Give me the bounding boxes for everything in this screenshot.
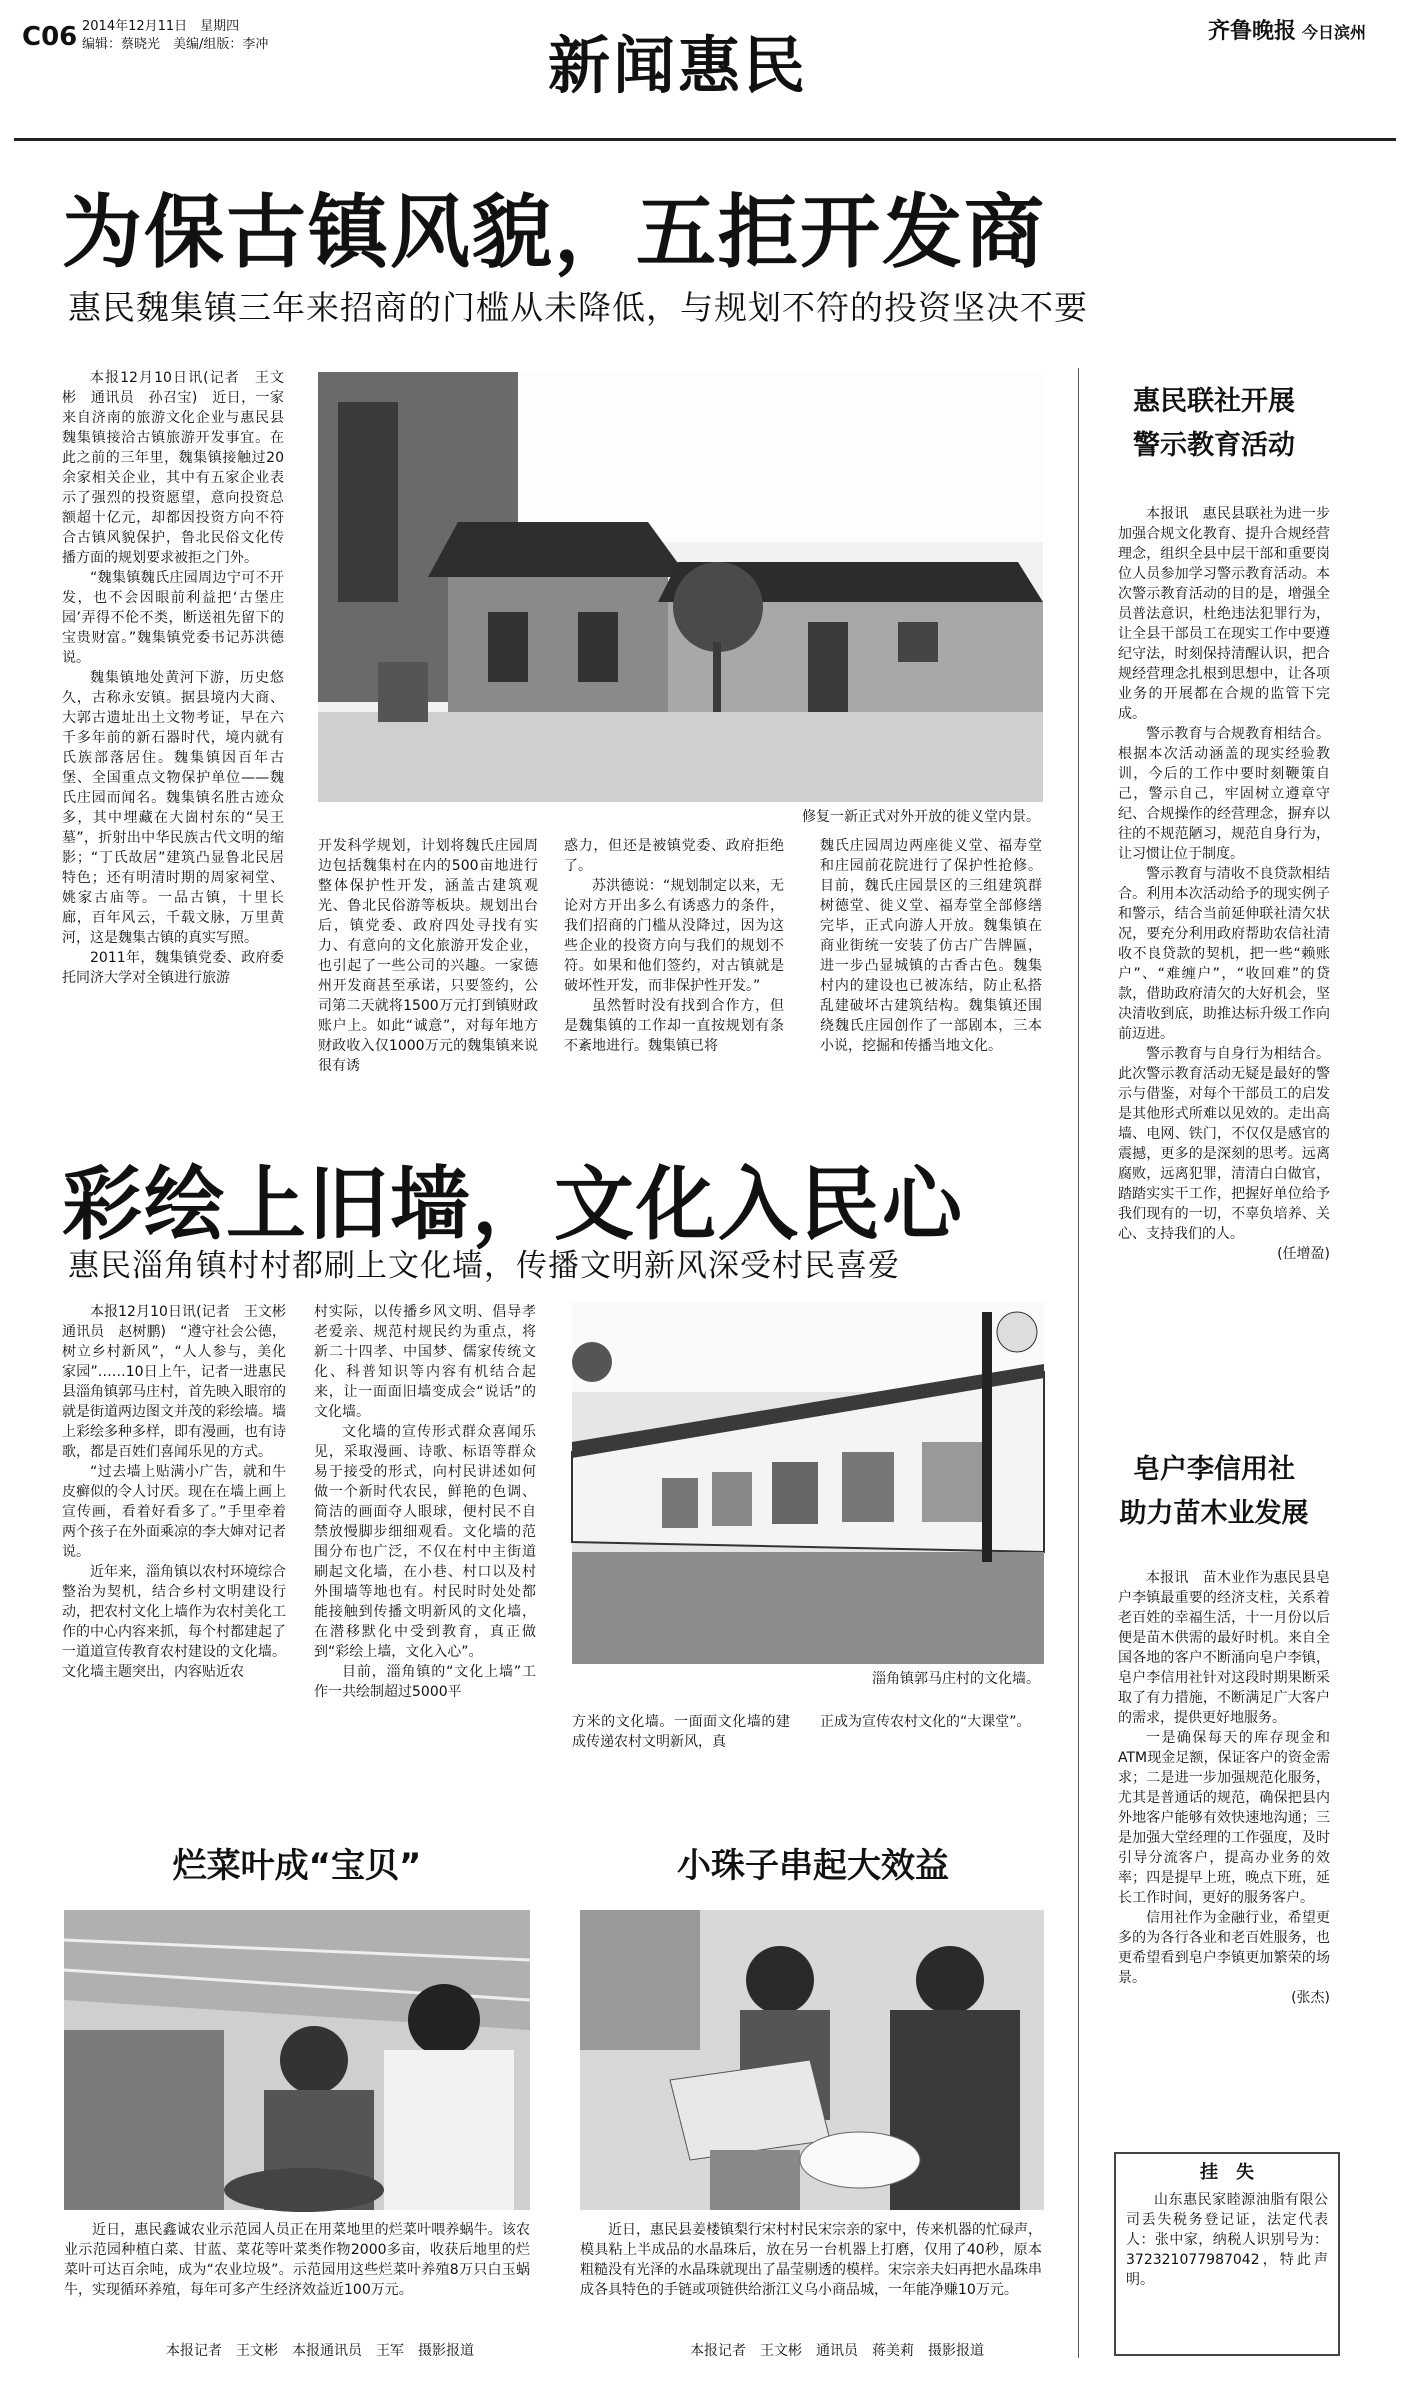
paragraph: 文化墙的宣传形式群众喜闻乐见，采取漫画、诗歌、标语等群众易于接受的形式，向村民讲述如何做一个新时代农民，鲜艳的色调、简洁的画面夺人眼球，便村民不自禁放慢脚步细细观看。文化墙的范围分布也广泛，不仅在村中主街道刷起文化墙，在小巷、村口以及村外围墙等地也有。村民时时处处都能接触到传播文明新风的文化墙，在潜移默化中受到教育，真正做到“彩绘上墙，文化入心”。 [314,1424,536,1660]
story1-subhead: 惠民魏集镇三年来招商的门槛从未降低，与规划不符的投资坚决不要 [68,288,1088,327]
column-divider [1078,368,1079,2358]
sidebar2 [1098,1448,1330,1536]
paragraph: 近日，惠民鑫诚农业示范园人员正在用菜地里的烂菜叶喂养蜗牛。该农业示范园种植白菜、甘蓝、菜花等叶菜类作物2000多亩，收获后地里的烂菜叶可达百余吨，成为“农业垃圾”。示范园用这些烂菜叶养殖8万只白玉蜗牛，实现循环养殖，每年可多产生经济效益近100万元。 [64,2222,530,2298]
paragraph: 虽然暂时没有找到合作方，但是魏集镇的工作却一直按规划有条不紊地进行。魏集镇已将 [564,998,784,1054]
notice-title: 挂 失 [1200,2162,1254,2183]
paragraph: 本报12月10日讯(记者 王文彬 通讯员 赵树鹏) “遵守社会公德，树立乡村新风”，“人人参与，美化家园”……10日上午，记者一进惠民县淄角镇郭马庄村，首先映入眼帘的就是街道两边图文并茂的彩绘墙。墙上彩绘多种多样，即有漫画，也有诗歌，都是百姓们喜闻乐见的方式。 [62,1304,300,1460]
paragraph: 信用社作为金融行业，希望更多的为各行各业和老百姓服务，也更希望看到皂户李镇更加繁荣的场景。 [1118,1910,1330,1986]
paragraph: “魏集镇魏氏庄园周边宁可不开发，也不会因眼前利益把‘古堡庄园’弄得不伦不类，断送祖先留下的宝贵财富。”魏集镇党委书记苏洪德说。 [62,570,284,666]
sidebar1-credit: (任增盈) [1277,1246,1330,1262]
story1-photo-caption: 修复一新正式对外开放的徙义堂内景。 [802,809,1040,825]
story1-col1 [62,368,284,1108]
paragraph: 警示教育与自身行为相结合。此次警示教育活动无疑是最好的警示与借鉴，对每个干部员工的启发是其他形式所难以见效的。走出高墙、电网、铁门，不仅仅是感官的震撼，更多的是深刻的思考。远离腐败，远离犯罪，清清白白做官，踏踏实实干工作，把握好单位给予我们现有的一切，不辜负培养、关心、支持我们的人。 [1118,1046,1330,1242]
story2-col3: 方米的文化墙。一面面文化墙的建成传递农村文明新风，真 [572,1714,790,1750]
story4-byline: 本报记者 王文彬 通讯员 蒋美莉 摄影报道 [690,2343,984,2359]
story2-subhead: 惠民淄角镇村村都刷上文化墙，传播文明新风深受村民喜爱 [68,1248,900,1284]
story4-photo [580,1910,1044,2210]
paragraph: 本报讯 惠民县联社为进一步加强合规文化教育、提升合规经营理念，组织全县中层干部和重要岗位人员参加学习警示教育活动。本次警示教育活动的目的是，增强全员普法意识，杜绝违法犯罪行为，让全县干部员工在现实工作中要遵纪守法，时刻保持清醒认识，把合规经营理念扎根到思想中，让各项业务的开展都在合规的监管下完成。 [1118,506,1330,722]
story2-col1 [62,1302,300,1772]
story3-photo [64,1910,530,2210]
logo-text: 齐鲁晚报 [1208,18,1297,44]
story2-photo [572,1302,1044,1664]
sidebar1-title-line1: 惠民联社开展 [1133,386,1295,417]
paragraph: “过去墙上贴满小广告，就和牛皮癣似的令人讨厌。现在在墙上画上宣传画，看着好看多了。”手里牵着两个孩子在外面乘凉的李大婶对记者说。 [62,1464,286,1560]
story1-headline: 为保古镇风貌，五拒开发商 [62,186,1046,279]
story4-text [580,2220,1042,2334]
lost-notice [1114,2152,1340,2356]
paragraph: 苏洪德说：“规划制定以来，无论对方开出多么有诱惑力的条件，我们招商的门槛从没降过，因为这些企业的投资方向与我们的规划不符。如果和他们签约，对古镇就是破坏性开发，而非保护性开发。” [564,878,784,994]
story2-col4: 正成为宣传农村文化的“大课堂”。 [820,1714,1031,1730]
story1-col2 [318,836,538,1104]
story3-title: 烂菜叶成“宝贝” [172,1846,422,1886]
newspaper-logo [1208,14,1366,45]
story1-photo [318,372,1043,802]
paragraph: 警示教育与合规教育相结合。根据本次活动涵盖的现实经验教训，今后的工作中要时刻鞭策自己，警示自己，牢固树立遵章守纪、合规操作的经营理念，摒弃以往的不规范陋习，规范自身行为，让习惯让位于制度。 [1118,726,1330,862]
sidebar2-title-line2: 助力苗木业发展 [1119,1498,1309,1529]
sidebar1 [1098,380,1330,468]
header-meta [82,18,268,54]
sidebar2-body [1118,1568,1330,2098]
paragraph: 一是确保每天的库存现金和ATM现金足额，保证客户的资金需求；二是进一步加强规范化服务，尤其是普通话的规范，确保把县内外地客户能够有效快速地沟通；三是加强大堂经理的工作强度，及时引导分流客户，提高办业务的效率；四是提早上班，晚点下班，延长工作时间，更好的服务客户。 [1118,1730,1330,1906]
paragraph: 开发科学规划，计划将魏氏庄园周边包括魏集村在内的500亩地进行整体保护性开发，涵盖古建筑观光、鲁北民俗游等板块。规划出台后，镇党委、政府四处寻找有实力、有意向的文化旅游开发企业，也引起了一些公司的兴趣。一家德州开发商甚至承诺，只要签约，公司第二天就将1500万元打到镇财政账户上。如此“诚意”，对每年地方财政收入仅1000万元的魏集镇来说很有诱 [318,838,538,1074]
paragraph: 近年来，淄角镇以农村环境综合整治为契机，结合乡村文明建设行动，把农村文化上墙作为农村美化工作的中心内容来抓，每个村都建起了一道道宣传教育农村建设的文化墙。文化墙主题突出，内容贴近农 [62,1564,286,1680]
sidebar1-title-line2: 警示教育活动 [1133,430,1295,461]
story4-title: 小珠子串起大效益 [677,1846,949,1886]
paragraph: 惑力，但还是被镇党委、政府拒绝了。 [564,838,784,874]
paragraph: 本报12月10日讯(记者 王文彬 通讯员 孙召宝) 近日，一家来自济南的旅游文化企业与惠民县魏集镇接洽古镇旅游开发事宜。在此之前的三年里，魏集镇接触过20余家相关企业，其中有五家企业表示了强烈的投资愿望，意向投资总额超十亿元，却都因投资方向不符合古镇风貌保护，鲁北民俗文化传播方面的规划要求被拒之门外。 [62,370,284,566]
paragraph: 目前，淄角镇的“文化上墙”工作一共绘制超过5000平 [314,1664,536,1700]
page-number: C06 [22,22,78,52]
paragraph: 本报讯 苗木业作为惠民县皂户李镇最重要的经济支柱，关系着老百姓的幸福生活，十一月份以后便是苗木供需的最好时机。来自全国各地的客户不断涌向皂户李镇，皂户李信用社针对这段时期果断采取了有力措施，不断满足广大客户的需求，提供更好地服务。 [1118,1570,1330,1726]
story2-photo-caption: 淄角镇郭马庄村的文化墙。 [872,1671,1040,1687]
sidebar2-credit: (张杰) [1291,1990,1330,2006]
story1-col3 [564,836,784,1104]
paragraph: 2011年，魏集镇党委、政府委托同济大学对全镇进行旅游 [62,950,284,986]
paragraph: 山东惠民家睦源油脂有限公司丢失税务登记证，法定代表人：张中家，纳税人识别号为：372321077987042，特此声明。 [1126,2192,1328,2288]
story3-byline: 本报记者 王文彬 本报通讯员 王军 摄影报道 [166,2343,474,2359]
paragraph: 村实际，以传播乡风文明、倡导孝老爱亲、规范村规民约为重点，将新二十四孝、中国梦、儒家传统文化、科普知识等内容有机结合起来，让一面面旧墙变成会“说话”的文化墙。 [314,1304,536,1420]
paragraph: 近日，惠民县姜楼镇梨行宋村村民宋宗亲的家中，传来机器的忙碌声，模具粘上半成品的水晶珠后，放在另一台机器上打磨，仅用了40秒，原本粗糙没有光泽的水晶珠就现出了晶莹剔透的模样。宋宗亲夫妇再把水晶珠串成各具特色的手链或项链供给浙江义乌小商品城，一年能净赚10万元。 [580,2222,1042,2298]
paragraph: 魏集镇地处黄河下游，历史悠久，古称永安镇。据县境内大商、大郭古遗址出土文物考证，早在六千多年前的新石器时代，境内就有氏族部落居住。魏集镇因百年古堡、全国重点文物保护单位——魏氏庄园而闻名。魏集镇名胜古迹众多，其中埋藏在大崮村东的“吴王墓”，折射出中华民族古代文明的缩影；“丁氏故居”建筑凸显鲁北民居特色；还有明清时期的周家祠堂、姚家古庙等。一品古镇，十里长廊，百年风云，千载文脉，万里黄河，这是魏集古镇的真实写照。 [62,670,284,946]
notice-text [1116,2184,1338,2346]
story2-col2 [314,1302,536,1772]
header-date: 2014年12月11日 星期四 [82,19,240,34]
logo-sub: 今日滨州 [1302,23,1367,42]
story1-col4 [820,836,1042,1104]
paragraph: 魏氏庄园周边两座徙义堂、福寿堂和庄园前花院进行了保护性抢修。目前，魏氏庄园景区的三组建筑群树德堂、徙义堂、福寿堂全部修缮完毕，正式向游人开放。魏集镇在商业街统一安装了仿古广告牌匾，进一步凸显城镇的古香古色。魏集村内的建设也已被冻结，防止私搭乱建破坏古建筑结构。魏集镇还围绕魏氏庄园创作了一部剧本，三本小说，挖掘和传播当地文化。 [820,838,1042,1054]
header-rule [14,138,1396,141]
section-title: 新闻惠民 [548,29,809,102]
sidebar2-title-line1: 皂户李信用社 [1133,1454,1295,1485]
paragraph: 警示教育与清收不良贷款相结合。利用本次活动给予的现实例子和警示，结合当前延伸联社清欠状况，要充分利用政府帮助农信社清收不良贷款的契机，把一些“赖账户”、“难缠户”，“收回难”的贷款，借助政府清欠的大好机会，坚决清收到底，助推达标升级工作向前迈进。 [1118,866,1330,1042]
story3-text [64,2220,530,2334]
sidebar1-body [1118,504,1330,1434]
story2-headline: 彩绘上旧墙，文化入民心 [62,1158,964,1251]
header-editors: 编辑：蔡晓光 美编/组版：李冲 [82,37,269,52]
